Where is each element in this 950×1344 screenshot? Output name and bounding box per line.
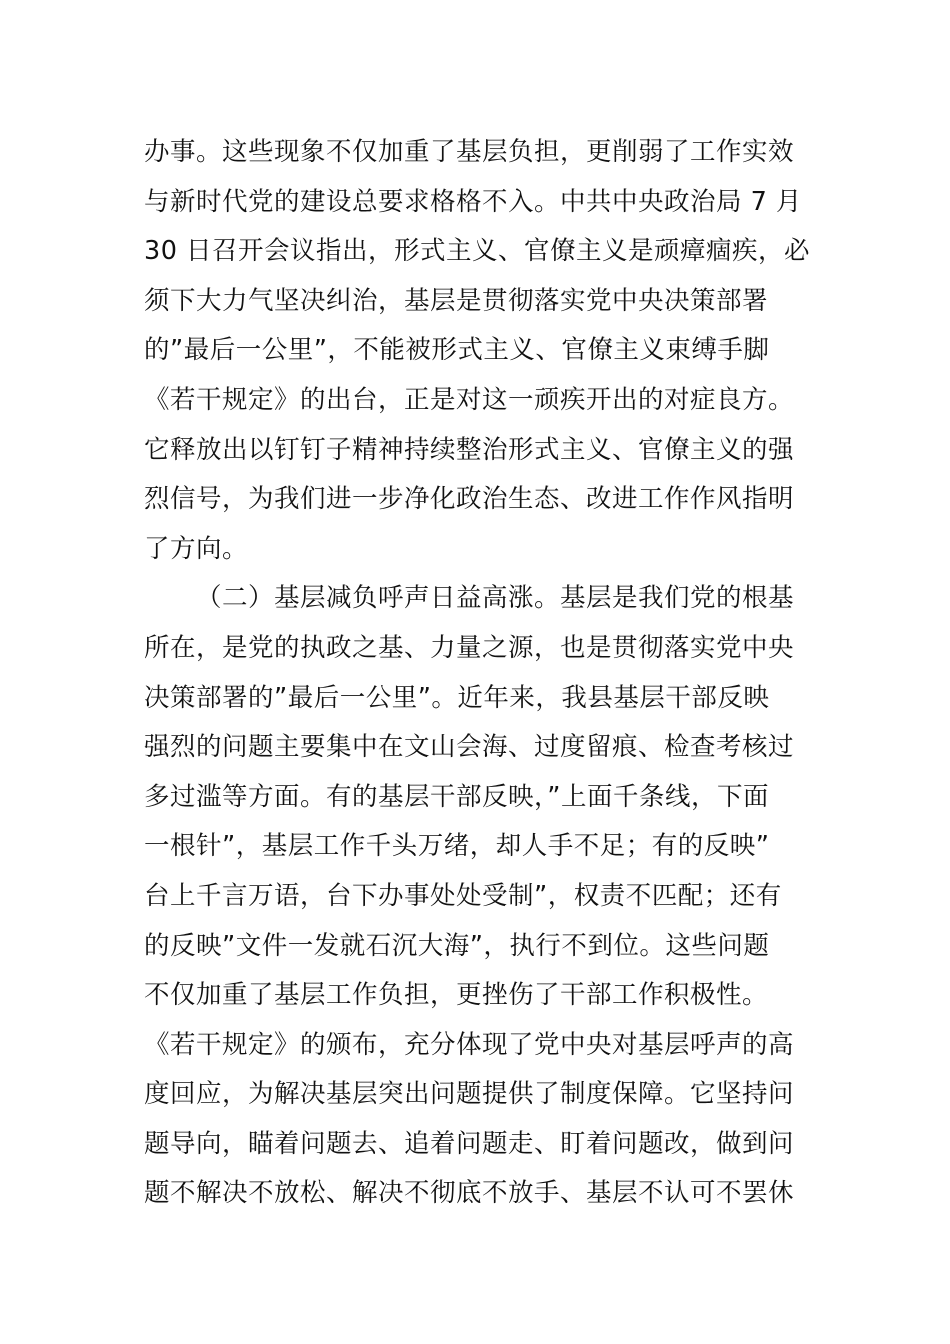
text-line: 烈信号，为我们进一步净化政治生态、改进工作作风指明 <box>144 484 795 515</box>
text-line: 所在，是党的执政之基、力量之源，也是贯彻落实党中央 <box>144 632 795 663</box>
text-line: 强烈的问题主要集中在文山会海、过度留痕、检查考核过 <box>144 732 795 763</box>
text-line: 多过滥等方面。有的基层干部反映，”上面千条线，下面 <box>144 781 769 812</box>
document-body <box>144 128 814 1219</box>
text-line: 30 日召开会议指出，形式主义、官僚主义是顽瘴痼疾，必 <box>144 236 811 267</box>
text-line: 的反映”文件一发就石沉大海”，执行不到位。这些问题 <box>144 930 770 961</box>
text-line: 与新时代党的建设总要求格格不入。中共中央政治局 7 月 <box>144 186 802 217</box>
section-heading-line: （二）基层减负呼声日益高涨。基层是我们党的根基 <box>196 583 795 614</box>
text-line: 度回应，为解决基层突出问题提供了制度保障。它坚持问 <box>144 1079 795 1110</box>
text-line: 了方向。 <box>144 533 249 564</box>
text-line: 不仅加重了基层工作负担，更挫伤了干部工作积极性。 <box>144 980 769 1011</box>
text-line: 题不解决不放松、解决不彻底不放手、基层不认可不罢休 <box>144 1178 795 1209</box>
text-line: 决策部署的”最后一公里”。近年来，我县基层干部反映 <box>144 682 770 713</box>
text-line: 台上千言万语，台下办事处处受制”，权责不匹配；还有 <box>144 880 782 911</box>
text-line: 一根针”，基层工作千头万绪，却人手不足；有的反映” <box>144 831 770 862</box>
text-line: 的”最后一公里”，不能被形式主义、官僚主义束缚手脚 <box>144 335 770 366</box>
text-line: 《若干规定》的颁布，充分体现了党中央对基层呼声的高 <box>144 1029 795 1060</box>
text-line: 办事。这些现象不仅加重了基层负担，更削弱了工作实效 <box>144 137 795 167</box>
text-line: 须下大力气坚决纠治，基层是贯彻落实党中央决策部署 <box>144 285 769 316</box>
text-line: 《若干规定》的出台，正是对这一顽疾开出的对症良方。 <box>144 384 795 415</box>
text-line: 它释放出以钉钉子精神持续整治形式主义、官僚主义的强 <box>144 434 795 465</box>
text-line: 题导向，瞄着问题去、追着问题走、盯着问题改，做到问 <box>144 1128 795 1159</box>
